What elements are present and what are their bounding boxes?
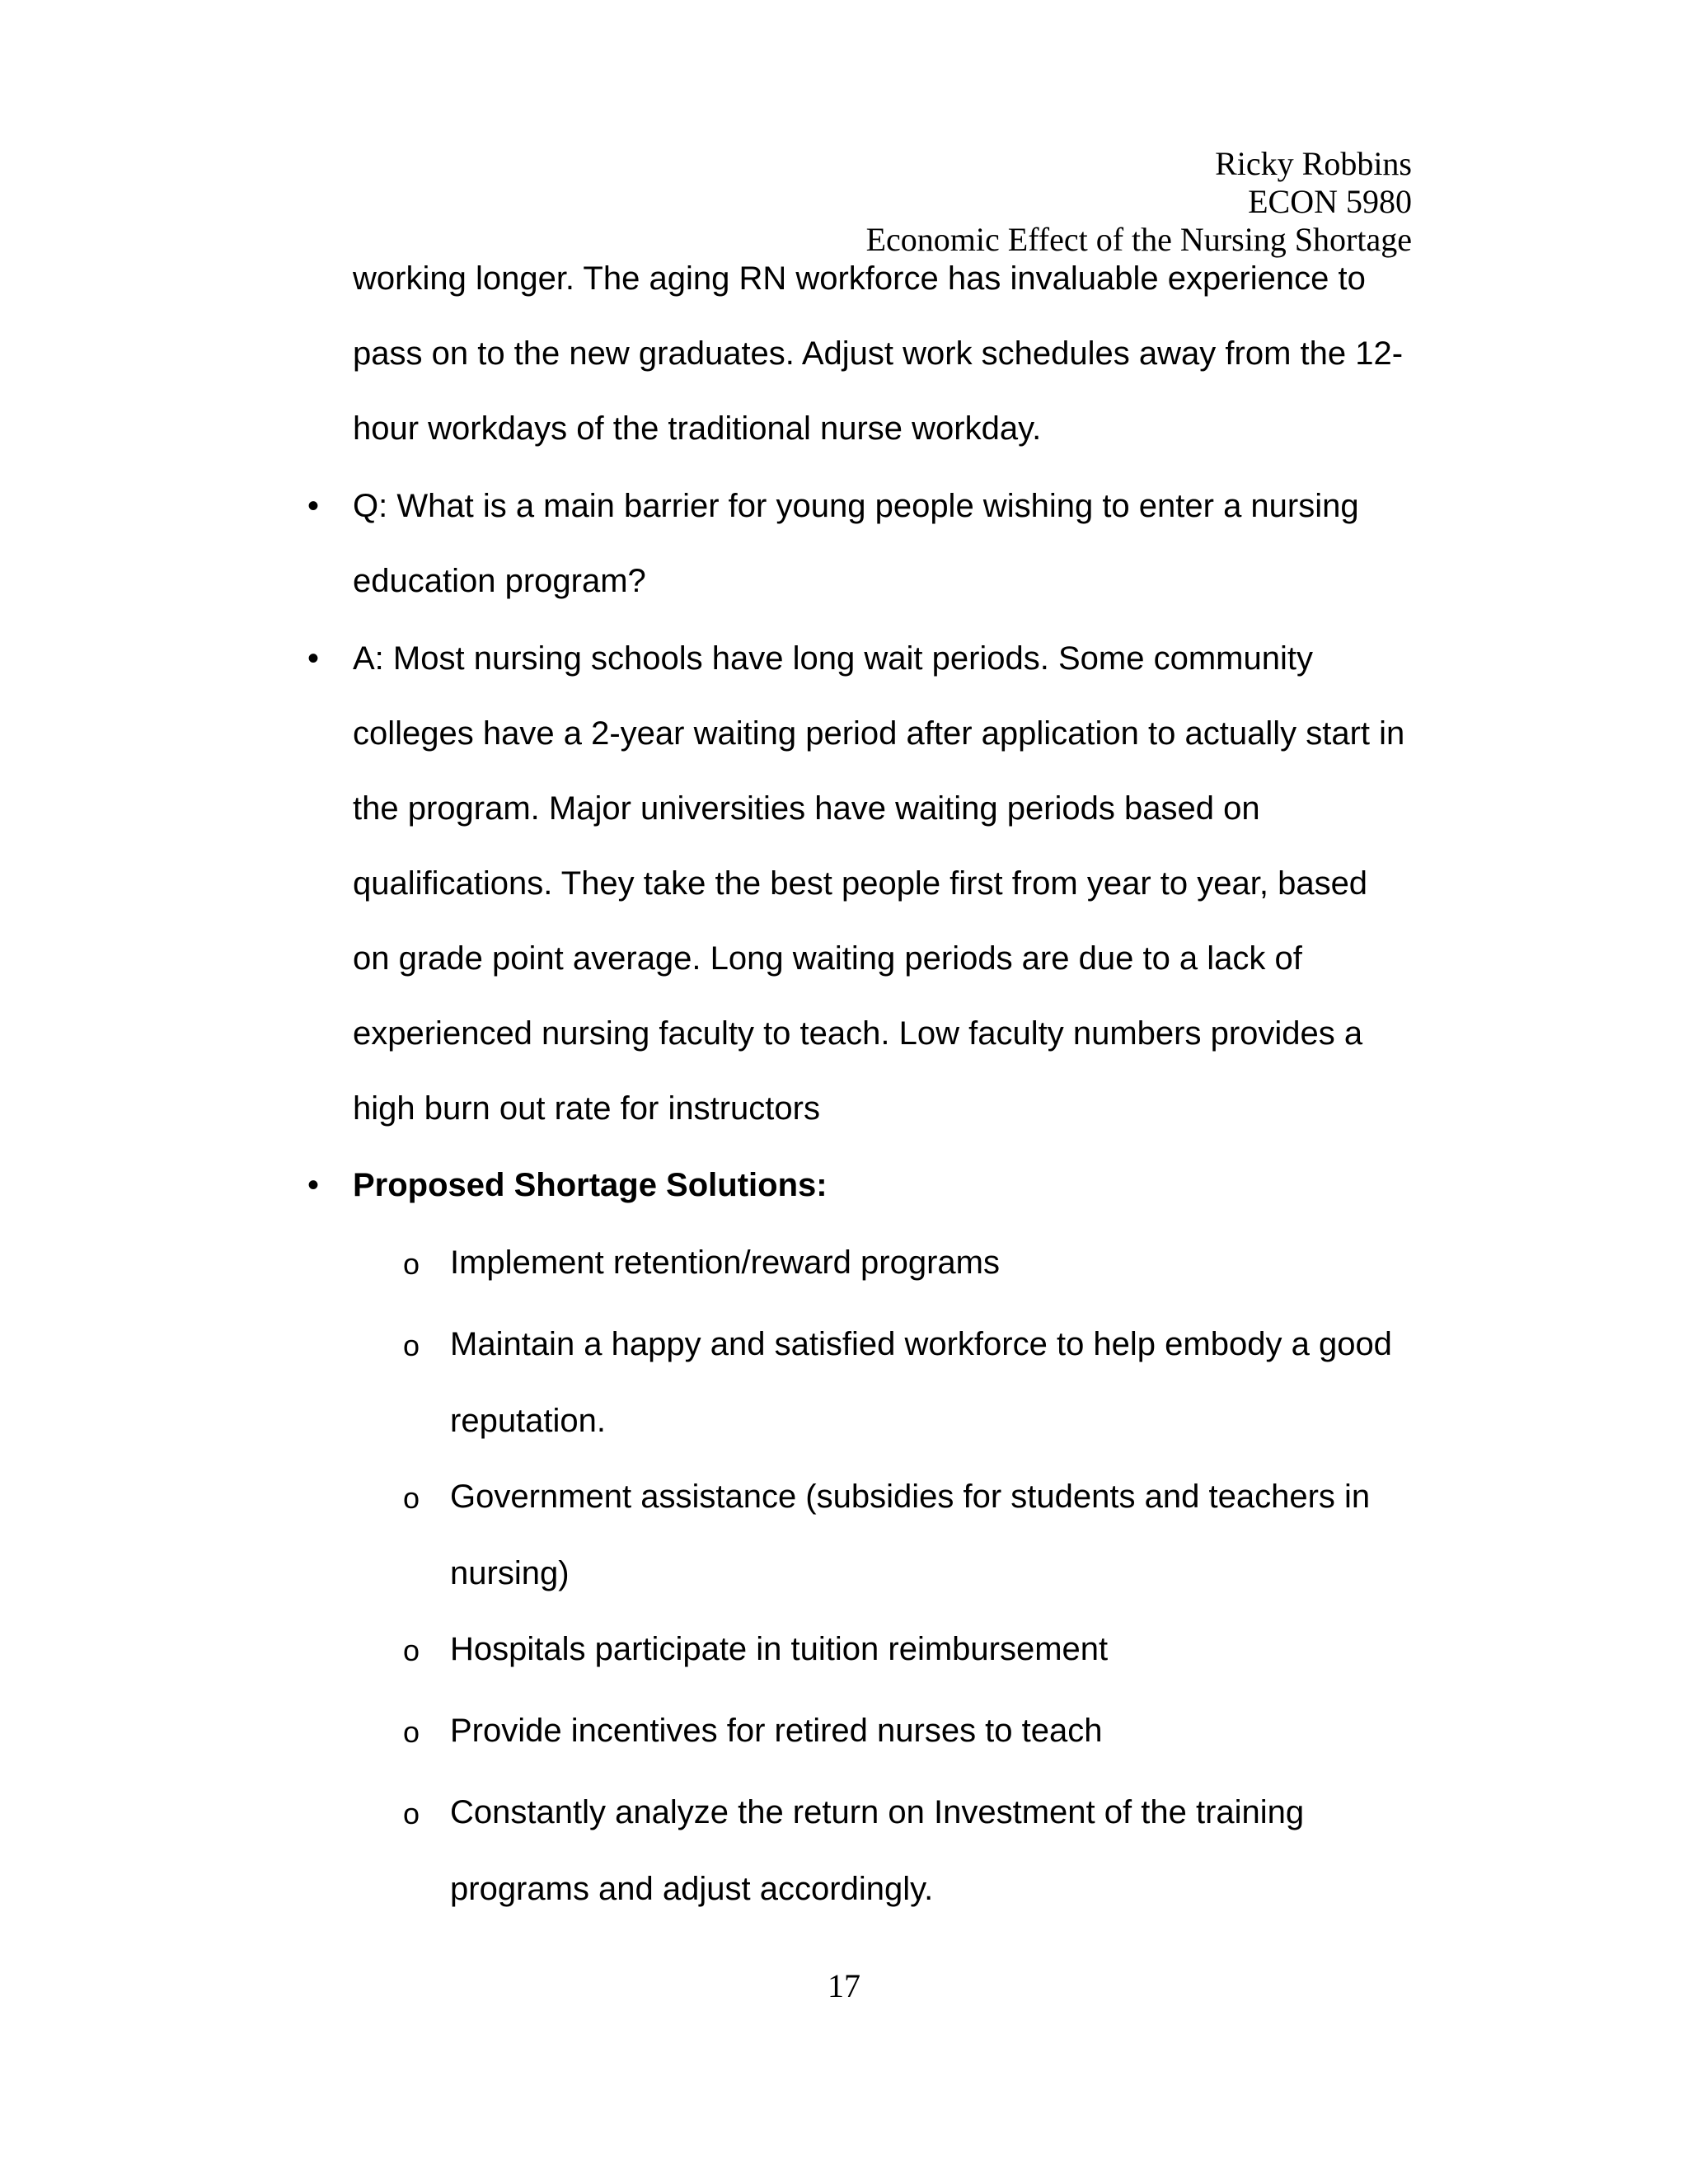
solutions-heading: Proposed Shortage Solutions: xyxy=(353,1167,828,1203)
bullet-marker: • xyxy=(307,488,319,524)
page-number: 17 xyxy=(828,1967,860,2004)
text-line: Constantly analyze the return on Investment of the training xyxy=(450,1794,1305,1830)
sub-bullet-marker: o xyxy=(402,1329,420,1362)
header-author: Ricky Robbins xyxy=(1215,145,1412,182)
text-line: programs and adjust accordingly. xyxy=(450,1871,934,1907)
text-line: on grade point average. Long waiting periods are due to a lack of xyxy=(353,940,1302,977)
text-line: Provide incentives for retired nurses to teach xyxy=(450,1713,1103,1749)
text-line: reputation. xyxy=(450,1403,607,1439)
text-line: qualifications. They take the best people first from year to year, based xyxy=(353,865,1368,902)
header-course: ECON 5980 xyxy=(1248,183,1412,220)
text-line: hour workdays of the traditional nurse workday. xyxy=(353,410,1042,447)
text-line: Implement retention/reward programs xyxy=(450,1244,1000,1281)
text-line: experienced nursing faculty to teach. Low faculty numbers provides a xyxy=(353,1015,1363,1052)
page-header xyxy=(866,145,1412,259)
bullet-marker: • xyxy=(307,640,319,677)
sub-bullet-marker: o xyxy=(402,1481,420,1515)
text-line: high burn out rate for instructors xyxy=(353,1090,820,1127)
text-line: Government assistance (subsidies for students and teachers in xyxy=(450,1479,1371,1515)
text-line: pass on to the new graduates. Adjust work schedules away from the 12- xyxy=(353,335,1404,372)
text-line: Q: What is a main barrier for young people wishing to enter a nursing xyxy=(353,488,1359,524)
sub-bullet-marker: o xyxy=(402,1633,420,1667)
text-line: A: Most nursing schools have long wait periods. Some community xyxy=(353,640,1313,677)
text-line: the program. Major universities have waiting periods based on xyxy=(353,790,1260,827)
text-line: Hospitals participate in tuition reimbursement xyxy=(450,1631,1109,1667)
text-line: colleges have a 2-year waiting period after application to actually start in xyxy=(353,715,1405,752)
sub-bullet-marker: o xyxy=(402,1247,420,1281)
sub-bullet-marker: o xyxy=(402,1797,420,1830)
sub-bullet-marker: o xyxy=(402,1715,420,1749)
text-line: nursing) xyxy=(450,1555,570,1591)
header-title: Economic Effect of the Nursing Shortage xyxy=(865,221,1412,258)
bullet-marker: • xyxy=(307,1167,319,1203)
text-line: working longer. The aging RN workforce has invaluable experience to xyxy=(353,260,1366,297)
text-line: Maintain a happy and satisfied workforce to help embody a good xyxy=(450,1326,1392,1362)
text-line: education program? xyxy=(353,563,646,599)
